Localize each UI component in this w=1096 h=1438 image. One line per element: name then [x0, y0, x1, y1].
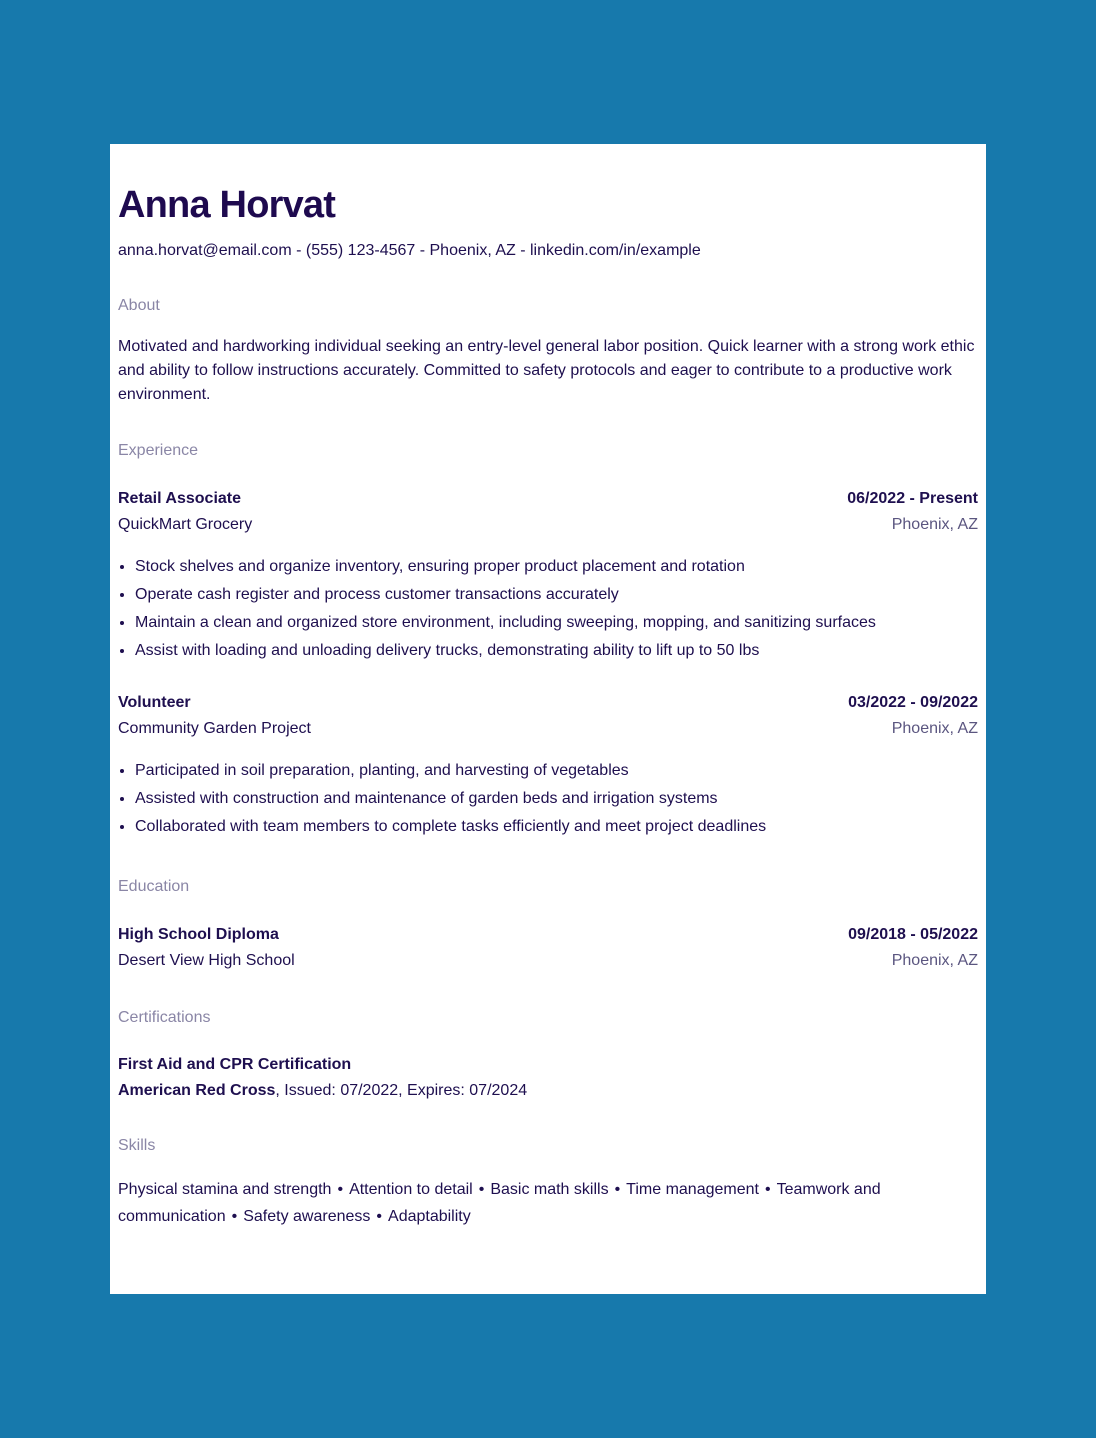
- job-role: Retail Associate: [118, 489, 242, 507]
- job-bullets: [118, 757, 978, 841]
- separator-dot: •: [231, 1207, 238, 1225]
- resume-page: [110, 144, 986, 1294]
- job-location: Phoenix, AZ: [891, 515, 978, 533]
- degree: High School Diploma: [118, 925, 279, 943]
- skill-item: Attention to detail: [349, 1180, 473, 1198]
- school-name: Desert View High School: [118, 951, 295, 969]
- job-company: QuickMart Grocery: [118, 515, 253, 533]
- certification-entry: [118, 1055, 978, 1100]
- skill-item: Safety awareness: [243, 1207, 371, 1225]
- experience-entry: [118, 693, 978, 841]
- section-title-about: About: [118, 297, 160, 315]
- list-item: • Stock shelves and organize inventory, ensuring proper product placement and rotation: [135, 553, 978, 581]
- certification-detail: [118, 1081, 978, 1100]
- certification-dates: , Issued: 07/2022, Expires: 07/2024: [275, 1082, 528, 1100]
- separator-dot: •: [478, 1180, 485, 1198]
- candidate-name: Anna Horvat: [118, 184, 336, 226]
- skills-list: [118, 1176, 978, 1230]
- contact-line: anna.horvat@email.com - (555) 123-4567 - Phoenix, AZ - linkedin.com/in/example: [118, 242, 701, 259]
- list-item: • Collaborated with team members to complete tasks efficiently and meet project deadlines: [135, 813, 978, 841]
- list-item: • Participated in soil preparation, planting, and harvesting of vegetables: [135, 757, 978, 785]
- section-title-experience: Experience: [118, 442, 199, 460]
- school-location: Phoenix, AZ: [891, 951, 978, 969]
- education-dates: 09/2018 - 05/2022: [848, 925, 978, 943]
- list-item: • Assisted with construction and maintenance of garden beds and irrigation systems: [135, 785, 978, 813]
- job-dates: 03/2022 - 09/2022: [848, 693, 978, 711]
- job-bullets: [118, 553, 978, 665]
- separator-dot: •: [614, 1180, 621, 1198]
- job-role: Volunteer: [118, 693, 191, 711]
- education-entry: [118, 925, 978, 970]
- list-item: • Assist with loading and unloading delivery trucks, demonstrating ability to lift up to 50 lbs: [135, 637, 978, 665]
- skill-item: Time management: [626, 1180, 759, 1198]
- section-title-certifications: Certifications: [118, 1008, 211, 1026]
- separator-dot: •: [764, 1180, 771, 1198]
- list-item: • Maintain a clean and organized store environment, including sweeping, mopping, and sanitizing surfaces: [135, 609, 978, 637]
- job-dates: 06/2022 - Present: [847, 489, 978, 507]
- section-title-skills: Skills: [118, 1137, 156, 1155]
- job-location: Phoenix, AZ: [891, 720, 978, 738]
- experience-entry: [118, 489, 978, 665]
- skill-item: Physical stamina and strength: [118, 1180, 332, 1198]
- skill-item: Adaptability: [388, 1207, 471, 1225]
- separator-dot: •: [337, 1180, 344, 1198]
- skill-item: Teamwork and communication: [118, 1180, 881, 1225]
- section-title-education: Education: [118, 878, 190, 896]
- certification-org: American Red Cross: [118, 1082, 276, 1100]
- about-text: Motivated and hardworking individual seeking an entry-level general labor position. Quick learner with a strong work ethic and ability to follow instructions accurately. Committed to safety protocols and eager to contribute to a productive work environment.: [118, 338, 975, 404]
- job-company: Community Garden Project: [118, 720, 311, 738]
- certification-name: First Aid and CPR Certification: [118, 1056, 352, 1074]
- separator-dot: •: [376, 1207, 383, 1225]
- skill-item: Basic math skills: [490, 1180, 609, 1198]
- list-item: • Operate cash register and process customer transactions accurately: [135, 581, 978, 609]
